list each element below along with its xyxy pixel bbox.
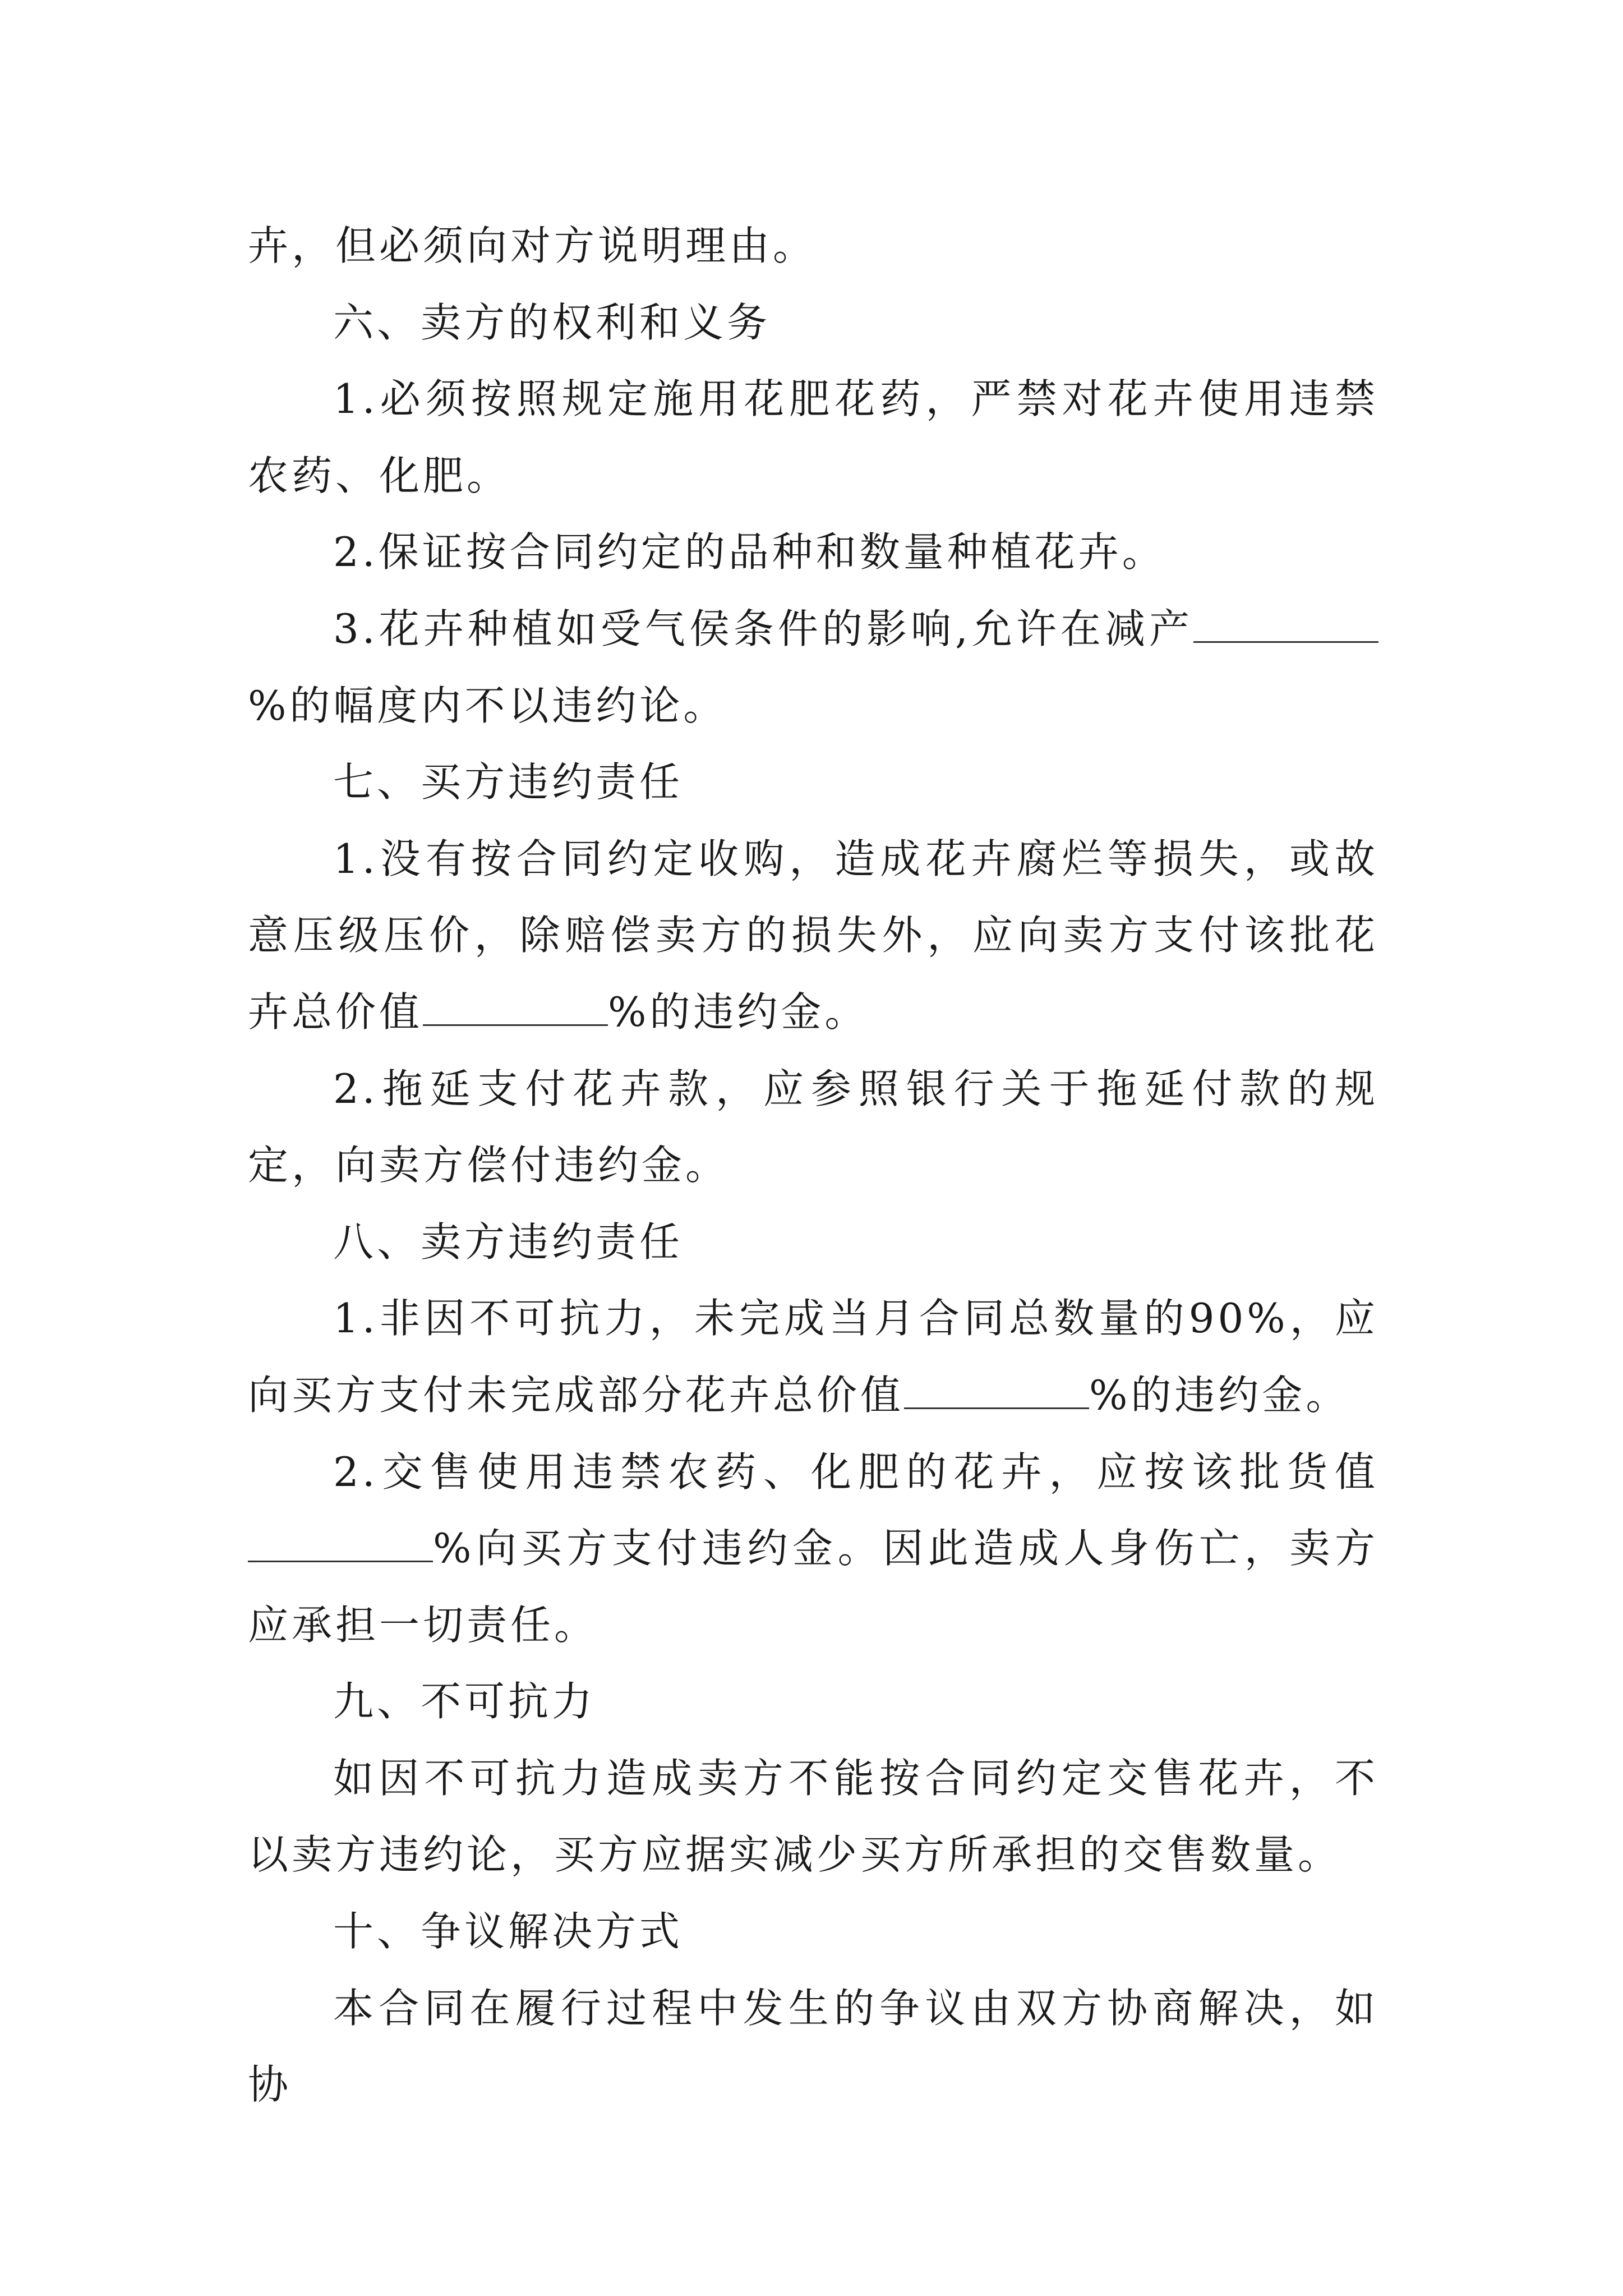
section-heading-seller-liability: 八、卖方违约责任 — [333, 1218, 684, 1266]
clause-6-2: 2.保证按合同约定的品种和数量种植花卉。 — [333, 528, 1166, 576]
clause-8-2-text-b: %向买方支付违约金。因此造成人身伤亡，卖方应承担一切责任。 — [248, 1525, 1378, 1649]
document-body — [248, 208, 1378, 2123]
fill-in-blank[interactable] — [1193, 609, 1378, 643]
fill-in-blank[interactable] — [423, 992, 608, 1026]
clause-9: 如因不可抗力造成卖方不能按合同约定交售花卉，不以卖方违约论，买方应据实减少买方所承担的交售数量。 — [248, 1754, 1378, 1879]
section-heading-seller-rights: 六、卖方的权利和义务 — [333, 298, 771, 346]
fill-in-blank[interactable] — [904, 1375, 1089, 1409]
clause-10: 本合同在履行过程中发生的争议由双方协商解决，如协 — [248, 1984, 1378, 2109]
section-heading-buyer-liability: 七、买方违约责任 — [333, 758, 684, 806]
clause-6-3-text-a: 3.花卉种植如受气侯条件的影响,允许在减产 — [333, 605, 1193, 652]
clause-7-2: 2.拖延支付花卉款，应参照银行关于拖延付款的规定，向卖方偿付违约金。 — [248, 1065, 1378, 1189]
clause-8-2-text-a: 2.交售使用违禁农药、化肥的花卉，应按该批货值 — [333, 1448, 1378, 1496]
section-heading-force-majeure: 九、不可抗力 — [333, 1678, 596, 1726]
clause-7-1-text-a: 1.没有按合同约定收购，造成花卉腐烂等损失，或故意压级压价，除赔偿卖方的损失外，应向卖方支付该批花卉总价值 — [248, 835, 1378, 1036]
clause-6-3 — [248, 591, 1378, 744]
clause-8-1-text-a: 1.非因不可抗力，未完成当月合同总数量的90%，应向买方支付未完成部分花卉总价值 — [248, 1295, 1378, 1419]
clause-7-1 — [248, 821, 1378, 1051]
clause-7-1-text-b: %的违约金。 — [608, 988, 869, 1036]
paragraph-continuation: 卉，但必须向对方说明理由。 — [248, 222, 817, 269]
clause-8-1 — [248, 1280, 1378, 1433]
clause-8-1-text-b: %的违约金。 — [1089, 1371, 1350, 1419]
section-heading-dispute-resolution: 十、争议解决方式 — [333, 1908, 684, 1955]
clause-6-3-text-b: %的幅度内不以违约论。 — [248, 682, 727, 729]
clause-8-2 — [248, 1434, 1378, 1664]
fill-in-blank[interactable] — [248, 1528, 433, 1562]
clause-6-1: 1.必须按照规定施用花肥花药，严禁对花卉使用违禁农药、化肥。 — [248, 375, 1378, 499]
